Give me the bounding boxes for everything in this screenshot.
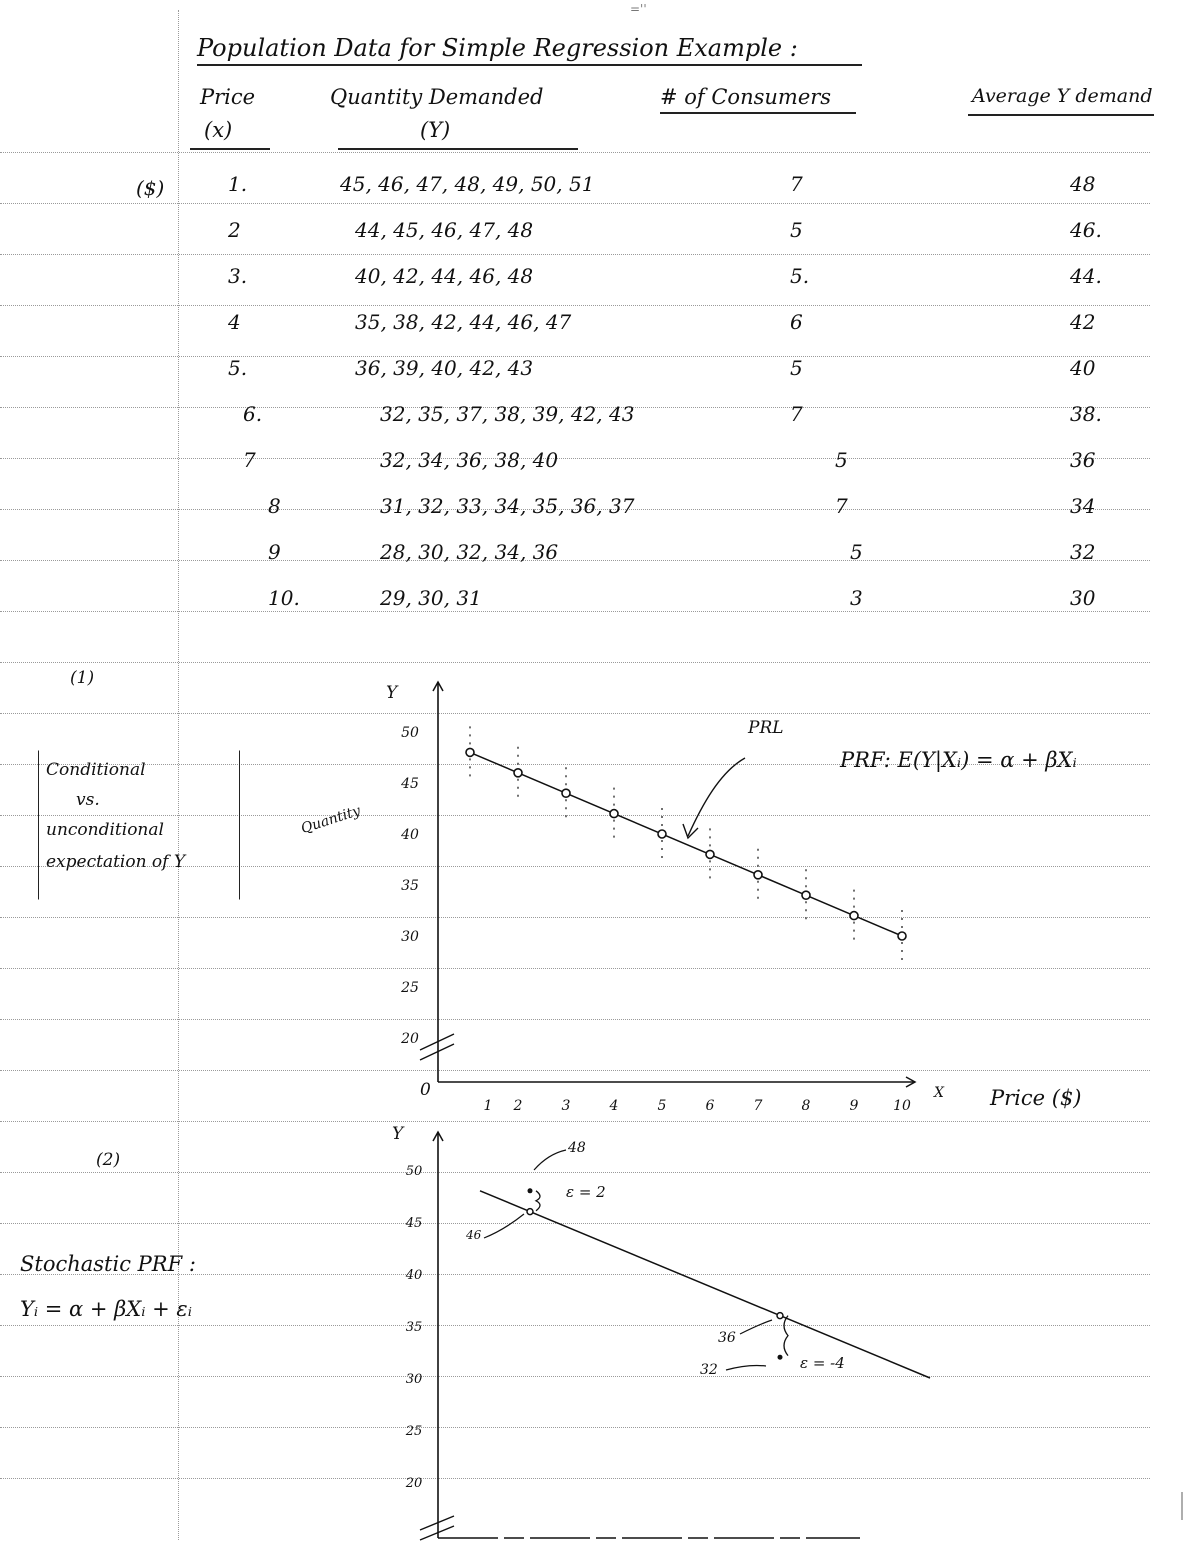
figure1-mean-point (658, 830, 666, 838)
figure1-x-title: Price ($) (990, 1086, 1082, 1110)
cell-consumers: 7 (835, 494, 848, 518)
cell-price: 9 (268, 540, 281, 564)
top-mark: ='' (630, 2, 647, 16)
note-line-4: expectation of Y (46, 852, 186, 872)
prl-label: PRL (748, 718, 784, 738)
note-line-2: vs. (76, 790, 100, 810)
figure1-marker: (1) (70, 668, 95, 688)
cell-quantities: 44, 45, 46, 47, 48 (355, 218, 534, 242)
figure1-mean-point (466, 748, 474, 756)
cell-consumers: 5 (790, 356, 803, 380)
cell-average: 40 (1070, 356, 1096, 380)
figure2-axis-break (420, 1516, 454, 1540)
figure1-x-tick-label: 8 (801, 1098, 811, 1114)
figure2-epsilon-brace (784, 1316, 788, 1356)
header-price: Price (200, 85, 256, 109)
figure1-x-tick-label: 7 (753, 1098, 763, 1114)
figure1-mean-point (802, 891, 810, 899)
figure1-mean-point (898, 932, 906, 940)
cell-quantities: 31, 32, 33, 34, 35, 36, 37 (380, 494, 635, 518)
figure1-y-tick-label: 50 (401, 725, 419, 741)
figure2-observation-point (778, 1355, 783, 1360)
annotation-epsilon-minus-4: ε = -4 (800, 1354, 845, 1372)
figure2-y-tick-label: 20 (405, 1476, 423, 1491)
cell-quantities: 45, 46, 47, 48, 49, 50, 51 (340, 172, 595, 196)
cell-price: 8 (268, 494, 281, 518)
figure1-x-tick-label: 4 (609, 1098, 619, 1114)
figure1-x-tick-label: 3 (561, 1098, 571, 1114)
cell-price: 4 (228, 310, 241, 334)
page-title: Population Data for Simple Regression Example : (197, 34, 798, 62)
annotation-epsilon-2: ε = 2 (566, 1183, 606, 1201)
cell-consumers: 7 (790, 172, 803, 196)
figure2-pointer-46 (484, 1214, 524, 1238)
cell-quantities: 32, 35, 37, 38, 39, 42, 43 (380, 402, 635, 426)
cell-average: 36 (1070, 448, 1096, 472)
figure1-y-tick-label: 30 (401, 929, 419, 945)
figure1-y-tick-label: 25 (401, 980, 419, 996)
cell-average: 42 (1070, 310, 1096, 334)
cell-consumers: 7 (790, 402, 803, 426)
annotation-48: 48 (568, 1140, 586, 1156)
cell-consumers: 5 (835, 448, 848, 472)
cell-average: 34 (1070, 494, 1096, 518)
cell-price: 7 (243, 448, 256, 472)
figure1-mean-point (754, 871, 762, 879)
figure1-x-tick-label: 1 (483, 1098, 493, 1114)
prf-equation: PRF: E(Y|Xᵢ) = α + βXᵢ (840, 748, 1077, 772)
figure1-prl-line (470, 752, 902, 936)
figure2-y-tick-label: 30 (405, 1372, 423, 1387)
figure1-x-tick-label: 9 (849, 1098, 859, 1114)
figure1-x-tick-label: 10 (893, 1098, 911, 1114)
figure1-x-label: X (934, 1085, 944, 1101)
cell-quantities: 35, 38, 42, 44, 46, 47 (355, 310, 572, 334)
header-quantity-var: (Y) (420, 118, 451, 142)
figure1-mean-point (706, 850, 714, 858)
figure2-pointer-48 (534, 1150, 566, 1170)
stochastic-equation: Yᵢ = α + βXᵢ + εᵢ (20, 1297, 192, 1321)
figure2-y-tick-label: 25 (405, 1424, 423, 1439)
note-line-3: unconditional (46, 820, 164, 840)
cell-consumers: 3 (850, 586, 863, 610)
figure1-x-tick-label: 5 (657, 1098, 667, 1114)
figure2-line-point (527, 1209, 533, 1215)
cell-price: 2 (228, 218, 241, 242)
figure1-x-tick-label: 2 (513, 1098, 523, 1114)
cell-price: 6. (243, 402, 263, 426)
cell-average: 46. (1070, 218, 1102, 242)
annotation-32: 32 (700, 1362, 718, 1378)
cell-average: 32 (1070, 540, 1096, 564)
cell-consumers: 5. (790, 264, 810, 288)
figure1-axis-break (420, 1034, 454, 1060)
cell-price: 10. (268, 586, 300, 610)
figure1-mean-point (514, 769, 522, 777)
cell-price: 1. (228, 172, 248, 196)
figure1-y-tick-label: 45 (401, 776, 419, 792)
figure1-mean-point (850, 912, 858, 920)
figure2-observation-point (528, 1188, 533, 1193)
figure2-y-label: Y (392, 1124, 404, 1144)
figure2-line-point (777, 1313, 783, 1319)
cell-price: 5. (228, 356, 248, 380)
figure1-origin: 0 (420, 1080, 431, 1100)
figure2-prf-line (480, 1191, 930, 1378)
figure1-y-title: Quantity (299, 802, 363, 838)
figure1-mean-point (562, 789, 570, 797)
cell-consumers: 5 (850, 540, 863, 564)
annotation-46: 46 (466, 1228, 482, 1242)
note-line-1: Conditional (46, 760, 146, 780)
cell-average: 44. (1070, 264, 1102, 288)
cell-quantities: 40, 42, 44, 46, 48 (355, 264, 534, 288)
cell-quantities: 29, 30, 31 (380, 586, 482, 610)
figure1-y-label: Y (386, 683, 398, 703)
annotation-36: 36 (718, 1330, 736, 1346)
cell-average: 38. (1070, 402, 1102, 426)
figure2-epsilon-brace (536, 1191, 540, 1211)
cell-consumers: 6 (790, 310, 803, 334)
figure1-mean-point (610, 810, 618, 818)
cell-consumers: 5 (790, 218, 803, 242)
header-quantity: Quantity Demanded (330, 85, 544, 109)
figure2-y-tick-label: 35 (405, 1320, 423, 1335)
header-average: Average Y demand (972, 85, 1153, 107)
figure1-y-tick-label: 35 (401, 878, 419, 894)
figure2-y-tick-label: 50 (405, 1164, 423, 1179)
figure2-y-tick-label: 45 (405, 1216, 423, 1231)
cell-average: 48 (1070, 172, 1096, 196)
cell-quantities: 28, 30, 32, 34, 36 (380, 540, 559, 564)
cell-price: 3. (228, 264, 248, 288)
figure1-y-tick-label: 20 (401, 1031, 419, 1047)
figure2-y-tick-label: 40 (405, 1268, 423, 1283)
figure2-pointer-36 (740, 1320, 772, 1334)
header-consumers: # of Consumers (660, 85, 832, 109)
header-price-var: (x) (204, 118, 233, 142)
figure1-x-tick-label: 6 (705, 1098, 715, 1114)
prl-pointer-arrow (688, 758, 745, 836)
figure2-marker: (2) (96, 1150, 121, 1170)
cell-average: 30 (1070, 586, 1096, 610)
figure1-y-tick-label: 40 (401, 827, 419, 843)
stochastic-label: Stochastic PRF : (20, 1252, 196, 1276)
cell-quantities: 36, 39, 40, 42, 43 (355, 356, 534, 380)
figure2-pointer-32 (726, 1366, 766, 1371)
cell-quantities: 32, 34, 36, 38, 40 (380, 448, 559, 472)
currency-mark: ($) (136, 176, 165, 200)
